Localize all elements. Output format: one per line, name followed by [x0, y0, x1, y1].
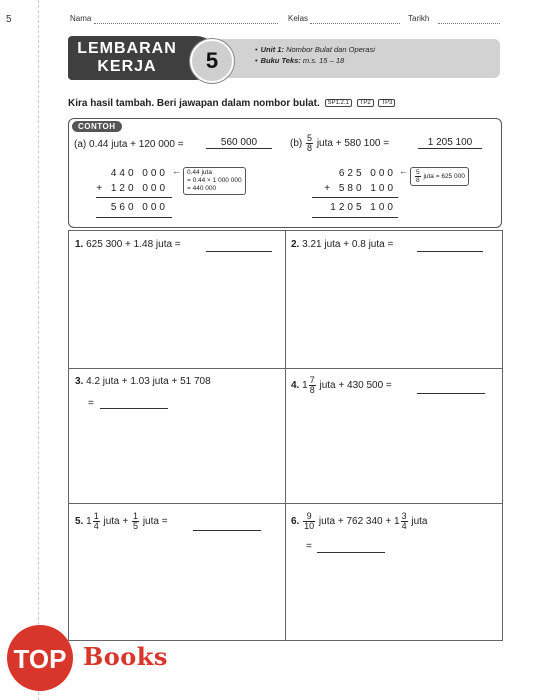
- example-b-row2: + 580 100: [324, 183, 396, 194]
- note-a-line2: = 0.44 × 1 000 000: [187, 177, 242, 184]
- q4-fraction: [309, 376, 316, 395]
- name-label: Nama: [70, 14, 92, 23]
- unit-value: Nombor Bulat dan Operasi: [286, 45, 375, 54]
- example-b-label: (b): [290, 138, 303, 150]
- q1-text: [75, 239, 181, 250]
- arrow-icon: ←: [172, 166, 181, 176]
- q5-fraction-1: [93, 512, 100, 531]
- q6-fraction-2: [401, 512, 408, 531]
- book-value: m.s. 15 – 18: [302, 56, 345, 65]
- q2-number: 2.: [291, 239, 300, 250]
- q4-text: [291, 376, 392, 395]
- frac-num: 7: [309, 375, 315, 385]
- class-field[interactable]: [310, 23, 400, 24]
- q2-text: [291, 239, 393, 250]
- example-b-result: 1205 100: [330, 202, 396, 213]
- date-field[interactable]: [438, 23, 500, 24]
- note-a-line3: = 440 000: [187, 185, 217, 192]
- q3-cell: [68, 368, 286, 504]
- page-number: 5: [6, 14, 12, 25]
- tag-sp: SP1.2.1: [325, 99, 352, 107]
- example-b-result-line: [312, 217, 398, 218]
- example-a-sum-line: [96, 197, 172, 198]
- unit-label: Unit 1:: [260, 45, 284, 54]
- note-frac-den: 8: [416, 177, 420, 184]
- q5-number: 5.: [75, 516, 84, 528]
- q4-answer-line[interactable]: [417, 393, 485, 394]
- logo-books-text: Books: [83, 642, 168, 671]
- q2-answer-line[interactable]: [417, 251, 483, 252]
- example-b-note: [410, 167, 469, 186]
- example-a-row1: 440 000: [110, 168, 168, 179]
- class-label: Kelas: [288, 14, 309, 23]
- frac-den: 5: [133, 521, 139, 531]
- example-label: CONTOH: [72, 121, 122, 132]
- q5-text: [75, 512, 168, 531]
- q6-equals: =: [306, 541, 312, 552]
- q5-answer-line[interactable]: [193, 530, 261, 531]
- q1-number: 1.: [75, 239, 84, 250]
- arrow-icon: ←: [399, 166, 408, 176]
- book-label: Buku Teks:: [260, 56, 301, 65]
- topbooks-logo-icon: [0, 624, 80, 692]
- q4-number: 4.: [291, 380, 300, 392]
- name-field[interactable]: [94, 23, 278, 24]
- note-b-fraction: [415, 169, 421, 184]
- title-line-1: LEMBARAN: [77, 40, 177, 57]
- frac-num: 3: [401, 511, 407, 521]
- q1-expression: 625 300 + 1.48 juta =: [86, 239, 181, 250]
- q6-expression: juta: [411, 516, 428, 528]
- example-b-answer: 1 205 100: [418, 137, 482, 149]
- example-a-expression: [74, 139, 184, 150]
- example-b-expression: [290, 134, 389, 153]
- q6-fraction-1: [303, 512, 315, 531]
- frac-den: 10: [304, 521, 315, 531]
- example-a-row2: + 120 000: [96, 183, 168, 194]
- example-a-expr: 0.44 juta + 120 000 =: [89, 139, 184, 150]
- q3-answer-line[interactable]: [100, 408, 168, 409]
- frac-num: 1: [93, 511, 99, 521]
- frac-num: 1: [133, 511, 139, 521]
- frac-den: 8: [309, 385, 315, 395]
- worksheet-number-badge: 5: [190, 39, 234, 83]
- frac-num: 9: [303, 512, 315, 522]
- frac-num: 5: [307, 133, 313, 143]
- q3-expression: 4.2 juta + 1.03 juta + 51 708: [86, 376, 211, 387]
- logo-top-text: TOP: [13, 644, 67, 674]
- binding-fold-line: [38, 0, 39, 700]
- q5-mid: juta +: [103, 516, 129, 528]
- frac-den: 4: [401, 521, 407, 531]
- example-b-sum-line: [312, 197, 398, 198]
- tag-tp2: TP2: [357, 99, 374, 107]
- example-b-fraction: [306, 134, 313, 153]
- q4-expression: juta + 430 500 =: [319, 380, 392, 392]
- example-a-label: (a): [74, 139, 87, 150]
- date-label: Tarikh: [408, 14, 430, 23]
- tag-tp3: TP3: [378, 99, 395, 107]
- q3-text: [75, 376, 211, 387]
- q6-whole: 1: [394, 516, 400, 528]
- example-a-result: 560 000: [110, 202, 168, 213]
- unit-info: • Unit 1: Nombor Bulat dan Operasi • Buku Teks: m.s. 15 – 18: [255, 45, 375, 65]
- q6-number: 6.: [291, 516, 300, 528]
- q4-whole: 1: [302, 380, 308, 392]
- example-a-note: [183, 167, 246, 195]
- note-frac-num: 5: [416, 169, 420, 176]
- note-a-line1: 0.44 juta: [187, 169, 212, 176]
- q6-text: [291, 512, 427, 531]
- q2-expression: 3.21 juta + 0.8 juta =: [302, 239, 394, 250]
- note-b-text: juta = 625 000: [423, 173, 465, 181]
- q3-number: 3.: [75, 376, 84, 387]
- frac-den: 8: [307, 143, 313, 153]
- example-a-result-line: [96, 217, 172, 218]
- frac-den: 4: [93, 521, 99, 531]
- q5-fraction-2: [132, 512, 139, 531]
- title-line-2: KERJA: [97, 58, 157, 75]
- q1-answer-line[interactable]: [206, 251, 272, 252]
- q5-whole: 1: [86, 516, 92, 528]
- example-b-row1: 625 000: [338, 168, 396, 179]
- example-b-expr: juta + 580 100 =: [316, 138, 390, 150]
- q6-mid: juta + 762 340 +: [318, 516, 392, 528]
- q6-answer-line[interactable]: [317, 552, 385, 553]
- example-a-answer: 560 000: [206, 137, 272, 149]
- q5-expression: juta =: [142, 516, 168, 528]
- q3-equals: =: [88, 398, 94, 409]
- instruction-text: Kira hasil tambah. Beri jawapan dalam nombor bulat.: [68, 98, 320, 109]
- instruction: [68, 98, 395, 109]
